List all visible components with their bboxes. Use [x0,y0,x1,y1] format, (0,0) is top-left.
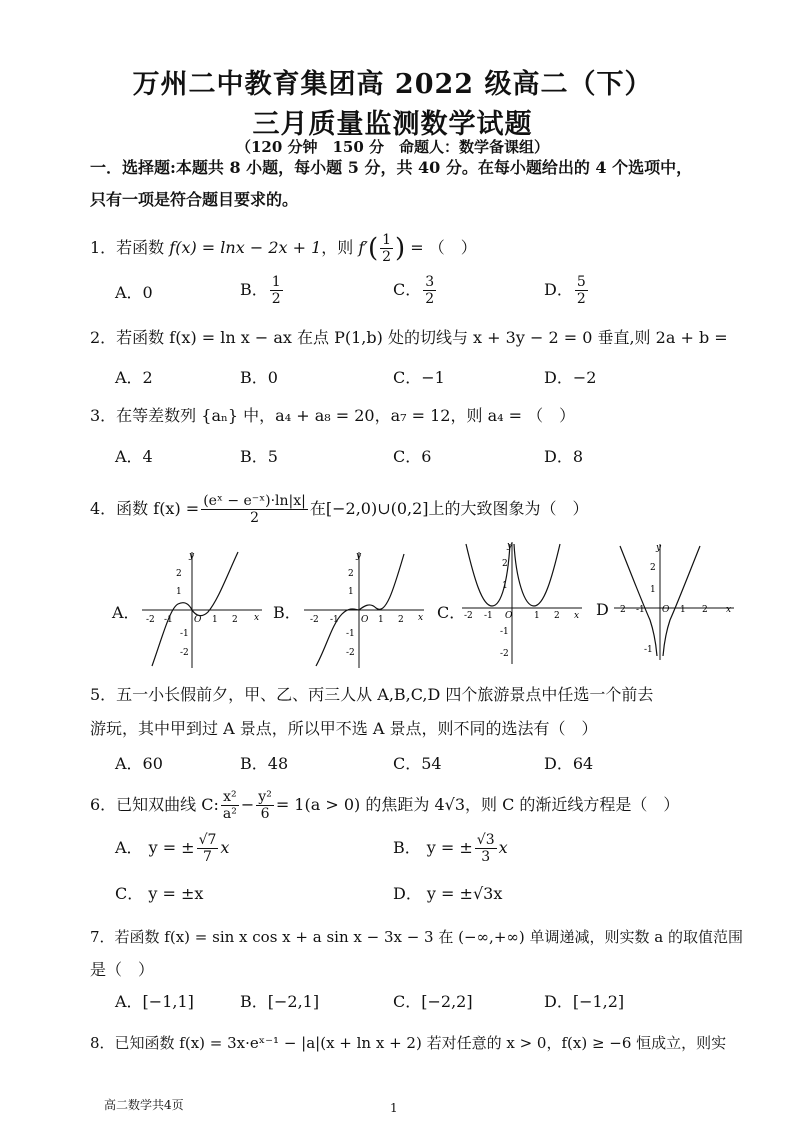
graph-a-ytick-m2: -2 [180,648,189,658]
graph-d-xtick-2: 2 [702,605,708,615]
graph-c-xtick-1: 1 [534,611,540,621]
graph-d-xtick-m1: -1 [636,605,645,615]
q5-option-d[interactable]: D．64 [544,754,594,773]
question-1-stem: 1．若函数 f(x) = lnx − 2x + 1，则 f′( $\frac{1}{2}$ ) = （ ） [90,232,477,265]
graph-a-ylabel: y [189,551,195,561]
graph-d-ylabel: y [656,543,662,553]
q3-option-c[interactable]: C．6 [393,447,432,466]
q6-frac-x [221,789,239,822]
graph-c-xtick-m1: -1 [484,611,493,621]
q1-option-c[interactable] [393,274,438,307]
q1-frac-num: 1 [382,232,392,248]
q6-minus: − [240,795,255,814]
q1-d-num: 5 [576,274,586,290]
graph-a-ytick-2: 2 [176,569,182,579]
q1-option-b-label: B． [240,280,268,299]
graph-b-ytick-m1: -1 [346,629,355,639]
q4-graph-b[interactable] [302,548,427,670]
q4-option-d[interactable]: D [596,600,609,619]
graph-c-ylabel: y [507,541,513,551]
q6-frac-y [256,789,274,822]
q6-a-label: A． [115,838,143,857]
q1-b-num: 1 [271,274,281,290]
q4-graph-d[interactable] [612,540,737,664]
graph-a-origin: O [194,615,202,625]
graph-b-xtick-2: 2 [398,615,404,625]
q1-fraction [380,232,393,265]
graph-a-xtick-2: 2 [232,615,238,625]
question-8-stem: 8．已知函数 f(x) = 3x·eˣ⁻¹ − |a|(x + ln x + 2) 若对任意的 x > 0，f(x) ≥ −6 恒成立，则实 [90,1034,727,1052]
q1-option-a[interactable]: A．0 [115,283,153,302]
q6-prefix: 6．已知双曲线 C: [90,795,219,814]
q4-graph-c[interactable] [460,538,585,666]
q3-option-b[interactable]: B．5 [240,447,278,466]
q1-option-d-frac [575,274,588,307]
q6-b-den: 3 [481,849,491,865]
graph-b-xtick-1: 1 [378,615,384,625]
q2-option-a[interactable]: A．2 [115,368,153,387]
q5-option-b[interactable]: B．48 [240,754,289,773]
q4-graph-a[interactable] [140,548,265,670]
exam-title-line2: 三月质量监测数学试题 [252,109,533,140]
q5-option-c[interactable]: C．54 [393,754,442,773]
graph-c-ytick-1: 1 [502,581,508,591]
q1-option-c-label: C． [393,280,422,299]
q1-option-b-frac [270,274,283,307]
graph-a-xtick-m2: -2 [146,615,155,625]
q1-d-den: 2 [576,291,586,307]
graph-c-xtick-m2: -2 [464,611,473,621]
q6-b-label: B． [393,838,421,857]
graph-b-ylabel: y [356,551,362,561]
footer-page-number: 1 [390,1101,398,1115]
q6-f2-den: 6 [260,806,270,822]
q6-end: = 1(a > 0) 的焦距为 4√3，则 C 的渐近线方程是（ ） [275,795,680,814]
graph-d-xlabel: x [726,605,732,615]
q1-function: f(x) = lnx − 2x + 1 [169,238,322,257]
q1-b-den: 2 [271,291,281,307]
q4-end: 在[−2,0)∪(0,2]上的大致图象为（ ） [309,499,589,518]
question-7-line2: 是（ ） [90,960,155,979]
graph-c-curve-right [514,544,560,606]
graph-b-ytick-1: 1 [348,587,354,597]
graph-a-ytick-m1: -1 [180,629,189,639]
graph-c-xtick-2: 2 [554,611,560,621]
question-5-line2: 游玩，其中甲到过 A 景点，所以甲不选 A 景点，则不同的选法有（ ） [90,719,598,738]
q6-f2-num: y² [258,789,272,805]
graph-b-ytick-m2: -2 [346,648,355,658]
q1-option-b[interactable] [240,274,285,307]
question-6-stem [90,789,710,822]
q6-f1-den: a² [222,806,237,822]
graph-c-curve-left [466,544,510,606]
q4-option-a[interactable]: A． [112,603,140,622]
graph-b-xtick-m2: -2 [310,615,319,625]
q2-option-c[interactable]: C．−1 [393,368,445,387]
graph-d-ytick-2: 2 [650,563,656,573]
question-3-stem: 3．在等差数列 {aₙ} 中，a₄ + a₈ = 20，a₇ = 12，则 a₄ = （ ） [90,406,576,425]
graph-d-xtick-m2: 2 [620,605,626,615]
graph-c-ytick-2: 2 [502,559,508,569]
q7-option-b[interactable]: B．[−2,1] [240,992,320,1011]
question-7-line1: 7．若函数 f(x) = sin x cos x + a sin x − 3x − 3 在 (−∞,+∞) 单调递减，则实数 a 的取值范围 [90,928,743,946]
q1-mid: ，则 [321,238,359,257]
graph-b-xlabel: x [418,613,424,623]
question-5-line1: 5．五一小长假前夕，甲、乙、丙三人从 A,B,C,D 四个旅游景点中任选一个前去 [90,685,654,704]
graph-d-xtick-1: 1 [680,605,686,615]
q6-option-b[interactable] [393,832,508,865]
q1-frac-den: 2 [382,249,392,265]
q4-fraction [201,493,308,526]
q1-option-d[interactable] [544,274,590,307]
section-heading-line2: 只有一项是符合题目要求的。 [90,190,299,209]
footer-page-info: 高二数学共4页 [104,1098,184,1112]
q1-c-num: 3 [425,274,435,290]
q4-frac-num: (eˣ − e⁻ˣ)·ln|x| [203,493,306,509]
graph-a-xtick-1: 1 [212,615,218,625]
q2-option-d[interactable]: D．−2 [544,368,597,387]
q6-option-d[interactable]: D． y = ±√3x [393,884,503,903]
exam-title-line1: 万州二中教育集团高 2022 级高二（下） [132,69,653,100]
q7-option-c[interactable]: C．[−2,2] [393,992,473,1011]
q1-option-d-label: D． [544,280,573,299]
q6-a-den: 7 [203,849,212,865]
q4-prefix: 4．函数 f(x) = [90,499,200,518]
graph-b-ytick-2: 2 [348,569,354,579]
q6-f1-num: x² [223,789,237,805]
graph-a-ytick-1: 1 [176,587,182,597]
q6-b-pre: y = ± [426,838,473,857]
question-4-stem [90,493,710,526]
q6-option-a[interactable] [115,832,229,865]
graph-a-xtick-m1: -1 [164,615,173,625]
q4-frac-den: 2 [250,510,259,526]
q3-option-d[interactable]: D．8 [544,447,584,466]
graph-d-ytick-m1: -1 [644,645,653,655]
q6-b-frac [475,832,497,865]
q1-c-den: 2 [425,291,435,307]
q7-option-d[interactable]: D．[−1,2] [544,992,625,1011]
graph-c-ytick-m1: -1 [500,627,509,637]
graph-d-ytick-1: 1 [650,585,656,595]
graph-b-xtick-m1: -1 [330,615,339,625]
graph-d-origin: O [662,605,670,615]
q7-option-a[interactable]: A．[−1,1] [115,992,194,1011]
q6-a-post: x [220,838,230,857]
graph-c-origin: O [505,611,513,621]
q1-derivative: f′ [358,238,368,257]
graph-c-ytick-m2: -2 [500,649,509,659]
q6-a-num: √7 [198,832,217,848]
q6-b-num: √3 [476,832,495,848]
graph-a-xlabel: x [254,613,260,623]
exam-subtitle: （120 分钟 150 分 命题人：数学备课组） [235,138,550,156]
q2-option-b[interactable]: B．0 [240,368,278,387]
q1-end: = （ ） [405,238,477,257]
q3-option-a[interactable]: A．4 [115,447,153,466]
q6-option-c[interactable]: C． y = ±x [115,884,204,903]
section-heading-line1: 一．选择题:本题共 8 小题，每小题 5 分，共 40 分。在每小题给出的 4 个选项中， [90,158,693,177]
graph-d-curve-right [663,546,700,656]
q4-option-c[interactable]: C． [437,603,466,622]
graph-b-origin: O [361,615,369,625]
graph-c-xlabel: x [574,611,580,621]
q1-prefix: 1．若函数 [90,238,170,257]
q1-option-c-frac [423,274,436,307]
question-2-stem: 2．若函数 f(x) = ln x − ax 在点 P(1,b) 处的切线与 x + 3y − 2 = 0 垂直,则 2a + b = [90,328,728,347]
q6-a-pre: y = ± [148,838,195,857]
q6-a-frac [197,832,219,865]
q5-option-a[interactable]: A．60 [115,754,163,773]
q4-option-b[interactable]: B． [273,603,301,622]
graph-a-curve [152,552,238,666]
q6-b-post: x [498,838,508,857]
